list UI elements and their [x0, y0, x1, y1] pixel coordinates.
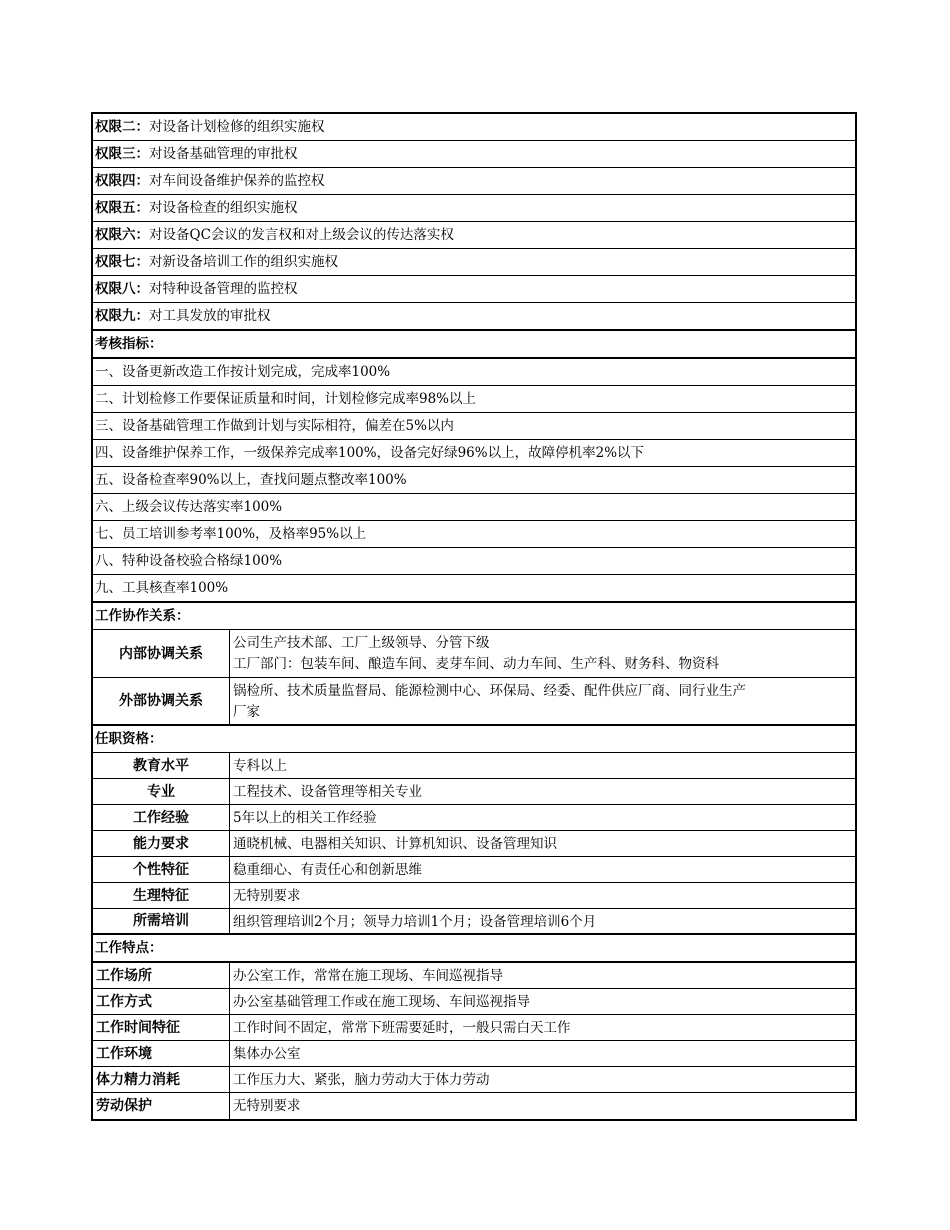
kpi-item: 五、设备检查率90%以上，查找问题点整改率100%	[95, 472, 407, 488]
authority-text: 对车间设备维护保养的监控权	[149, 173, 325, 189]
qualification-label: 生理特征	[93, 883, 230, 908]
kpi-header	[93, 331, 855, 359]
authority-text: 对新设备培训工作的组织实施权	[149, 254, 338, 270]
qualification-row	[93, 857, 855, 883]
qualification-row	[93, 909, 855, 935]
cooperation-header	[93, 603, 855, 630]
feature-row	[93, 1015, 855, 1041]
kpi-row	[93, 575, 855, 603]
feature-row	[93, 1041, 855, 1067]
authority-row	[93, 222, 855, 249]
kpi-row	[93, 467, 855, 494]
kpi-row	[93, 386, 855, 413]
qualification-value: 通晓机械、电器相关知识、计算机知识、设备管理知识	[233, 836, 557, 852]
authority-text: 对设备检查的组织实施权	[149, 200, 298, 216]
feature-row	[93, 989, 855, 1015]
feature-label: 工作方式	[93, 989, 230, 1014]
qualification-value: 组织管理培训2个月；领导力培训1个月；设备管理培训6个月	[233, 914, 597, 930]
feature-value: 工作压力大、紧张，脑力劳动大于体力劳动	[233, 1072, 490, 1088]
qualification-label: 工作经验	[93, 805, 230, 830]
feature-value: 无特别要求	[233, 1098, 301, 1114]
authority-label: 权限八：	[95, 281, 149, 297]
authority-label: 权限四：	[95, 173, 149, 189]
authority-label: 权限九：	[95, 308, 149, 324]
authority-row	[93, 276, 855, 303]
kpi-row	[93, 494, 855, 521]
external-line-2: 厂家	[233, 704, 260, 720]
job-description-table	[91, 112, 857, 1121]
kpi-item: 九、工具核查率100%	[95, 580, 229, 596]
internal-coordination-label: 内部协调关系	[93, 630, 230, 677]
authority-row	[93, 303, 855, 331]
authority-text: 对设备基础管理的审批权	[149, 146, 298, 162]
kpi-item: 二、计划检修工作要保证质量和时间，计划检修完成率98%以上	[95, 391, 477, 407]
internal-line-2: 工厂部门：包装车间、酿造车间、麦芽车间、动力车间、生产科、财务科、物资科	[233, 656, 719, 672]
authority-row	[93, 195, 855, 222]
feature-label: 工作环境	[93, 1041, 230, 1066]
authority-text: 对特种设备管理的监控权	[149, 281, 298, 297]
kpi-row	[93, 413, 855, 440]
feature-row	[93, 963, 855, 989]
authority-row	[93, 114, 855, 141]
internal-coordination-row	[93, 630, 855, 678]
feature-label: 体力精力消耗	[93, 1067, 230, 1092]
external-coordination-row	[93, 678, 855, 726]
qualification-row	[93, 883, 855, 909]
authority-text: 对设备QC会议的发言权和对上级会议的传达落实权	[149, 227, 454, 243]
feature-label: 工作时间特征	[93, 1015, 230, 1040]
feature-label: 劳动保护	[93, 1093, 230, 1119]
kpi-item: 六、上级会议传达落实率100%	[95, 499, 283, 515]
internal-coordination-value	[230, 630, 855, 677]
qualification-row	[93, 753, 855, 779]
qualification-value: 工程技术、设备管理等相关专业	[233, 784, 422, 800]
qualification-header	[93, 726, 855, 753]
feature-row	[93, 1067, 855, 1093]
qualification-row	[93, 779, 855, 805]
kpi-item: 四、设备维护保养工作，一级保养完成率100%，设备完好绿96%以上，故障停机率2%以下	[95, 445, 645, 461]
external-line-1: 锅检所、技术质量监督局、能源检测中心、环保局、经委、配件供应厂商、同行业生产	[233, 683, 746, 699]
kpi-item: 一、设备更新改造工作按计划完成，完成率100%	[95, 364, 391, 380]
authority-label: 权限五：	[95, 200, 149, 216]
qualification-row	[93, 831, 855, 857]
feature-value: 办公室工作，常常在施工现场、车间巡视指导	[233, 968, 503, 984]
kpi-row	[93, 521, 855, 548]
authority-row	[93, 249, 855, 276]
authority-text: 对工具发放的审批权	[149, 308, 271, 324]
kpi-item: 三、设备基础管理工作做到计划与实际相符，偏差在5%以内	[95, 418, 454, 434]
authority-text: 对设备计划检修的组织实施权	[149, 119, 325, 135]
authority-label: 权限二：	[95, 119, 149, 135]
qualification-label: 个性特征	[93, 857, 230, 882]
authority-label: 权限七：	[95, 254, 149, 270]
qualification-value: 无特别要求	[233, 888, 301, 904]
kpi-row	[93, 359, 855, 386]
qualification-value: 稳重细心、有责任心和创新思维	[233, 862, 422, 878]
cooperation-title: 工作协作关系：	[95, 608, 190, 624]
feature-value: 办公室基础管理工作或在施工现场、车间巡视指导	[233, 994, 530, 1010]
qualification-value: 专科以上	[233, 758, 287, 774]
features-title: 工作特点：	[95, 940, 163, 956]
internal-line-1: 公司生产技术部、工厂上级领导、分管下级	[233, 635, 490, 651]
feature-value: 集体办公室	[233, 1046, 301, 1062]
kpi-title: 考核指标：	[95, 336, 163, 352]
authority-label: 权限六：	[95, 227, 149, 243]
qualification-label: 教育水平	[93, 753, 230, 778]
features-header	[93, 935, 855, 963]
feature-value: 工作时间不固定，常常下班需要延时，一般只需白天工作	[233, 1020, 571, 1036]
external-coordination-value	[230, 678, 855, 724]
external-coordination-label: 外部协调关系	[93, 678, 230, 724]
authority-label: 权限三：	[95, 146, 149, 162]
qualification-label: 能力要求	[93, 831, 230, 856]
authority-row	[93, 141, 855, 168]
kpi-item: 七、员工培训参考率100%，及格率95%以上	[95, 526, 367, 542]
feature-label: 工作场所	[93, 963, 230, 988]
authority-row	[93, 168, 855, 195]
qualification-label: 所需培训	[93, 909, 230, 933]
qualification-value: 5年以上的相关工作经验	[233, 810, 377, 826]
kpi-item: 八、特种设备校验合格绿100%	[95, 553, 283, 569]
qualification-title: 任职资格：	[95, 731, 163, 747]
qualification-label: 专业	[93, 779, 230, 804]
kpi-row	[93, 440, 855, 467]
kpi-row	[93, 548, 855, 575]
qualification-row	[93, 805, 855, 831]
feature-row	[93, 1093, 855, 1119]
